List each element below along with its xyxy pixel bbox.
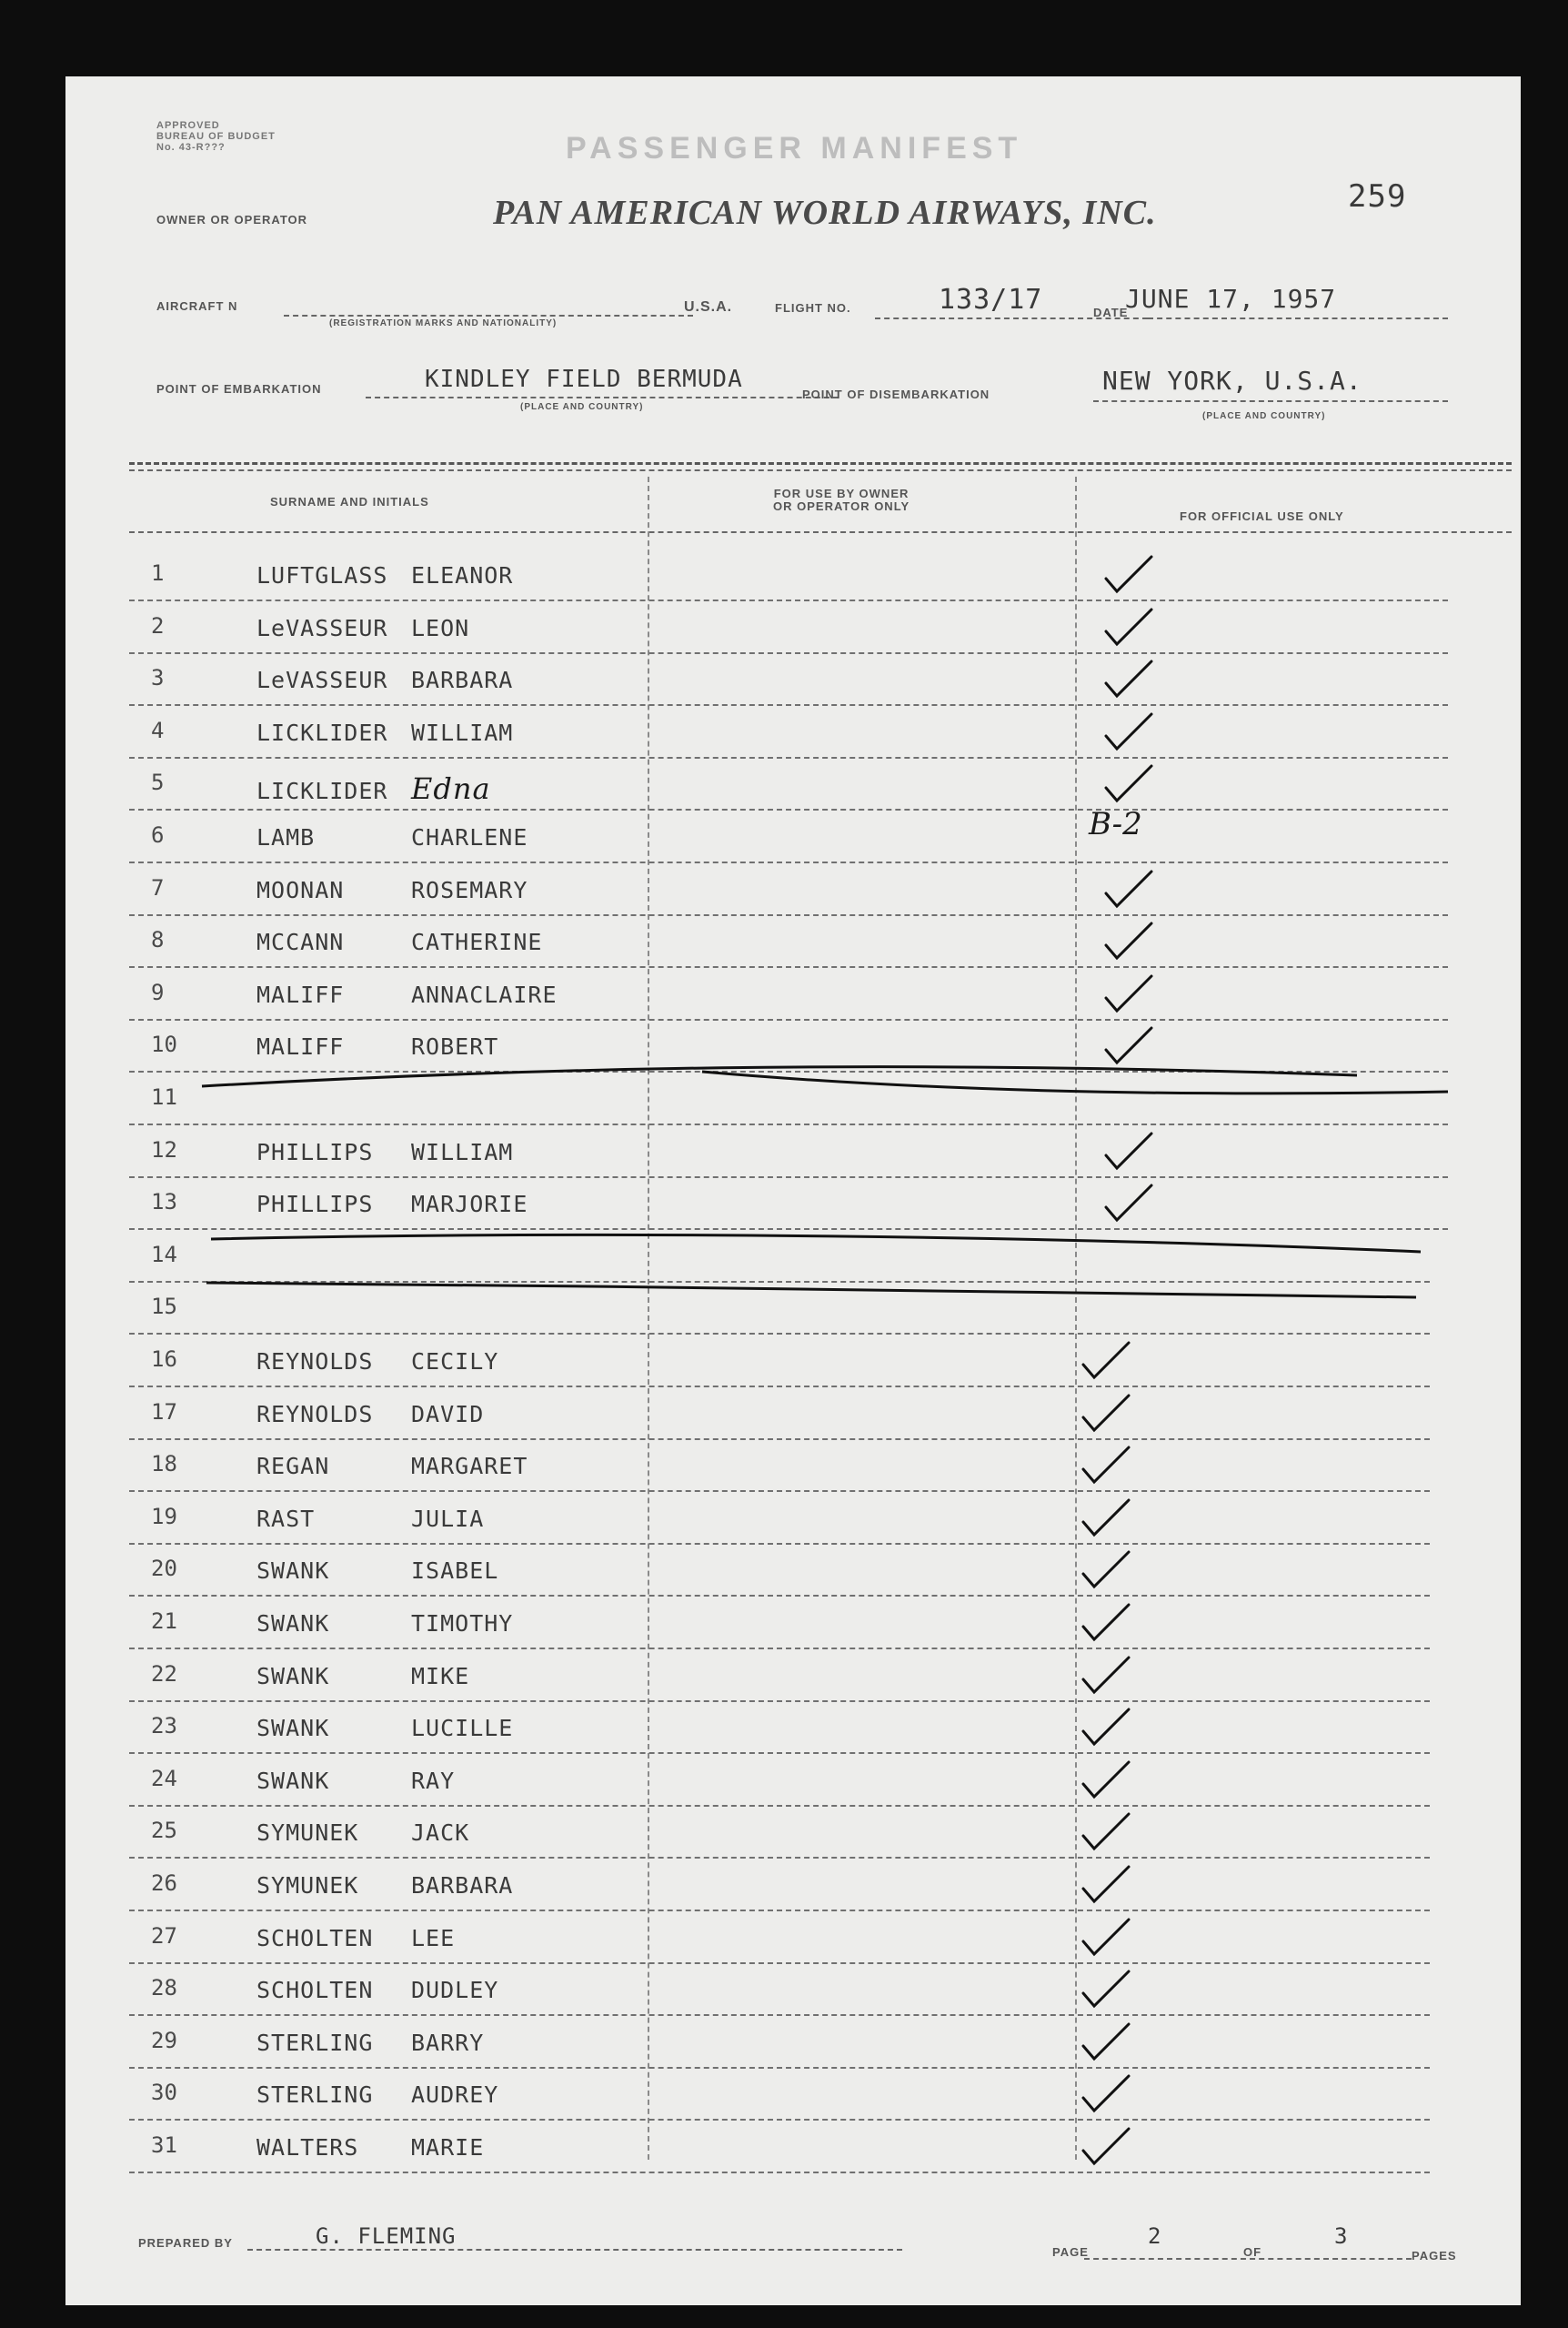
row-number: 12 <box>151 1136 177 1163</box>
passenger-given-name: JACK <box>411 1819 470 1847</box>
passenger-given-name: MARJORIE <box>411 1191 528 1218</box>
flight-label: FLIGHT NO. <box>775 301 851 315</box>
flight-number: 133/17 <box>939 284 1043 316</box>
approval-line-3: No. 43-R??? <box>156 142 226 153</box>
passenger-given-name: TIMOTHY <box>411 1610 514 1637</box>
passenger-given-name: JULIA <box>411 1505 485 1532</box>
owner-name: PAN AMERICAN WORLD AIRWAYS, INC. <box>493 194 1157 232</box>
passenger-surname: PHILLIPS <box>256 1191 374 1218</box>
row-number: 27 <box>151 1922 177 1949</box>
prepared-rule <box>247 2249 902 2251</box>
row-number: 11 <box>151 1084 177 1110</box>
strike-row-15 <box>206 1283 1416 1297</box>
passenger-given-name: LEE <box>411 1924 456 1951</box>
date-label: DATE <box>1093 306 1129 319</box>
passenger-surname: MCCANN <box>256 929 345 956</box>
embarkation-value: KINDLEY FIELD BERMUDA <box>425 366 743 393</box>
passenger-surname: LeVASSEUR <box>256 667 388 694</box>
row-number: 6 <box>151 822 165 848</box>
row-number: 9 <box>151 979 165 1005</box>
passenger-surname: SWANK <box>256 1557 330 1585</box>
row-number: 2 <box>151 612 165 639</box>
passenger-given-name: LEON <box>411 614 470 641</box>
registration-caption: (REGISTRATION MARKS AND NATIONALITY) <box>329 318 558 328</box>
row-number: 26 <box>151 1870 177 1896</box>
row-number: 16 <box>151 1346 177 1372</box>
aircraft-label: AIRCRAFT N <box>156 299 238 313</box>
owner-column-line-2: OR OPERATOR ONLY <box>773 499 910 513</box>
page-label: PAGE <box>1052 2245 1089 2259</box>
passenger-given-name: WILLIAM <box>411 1138 514 1165</box>
passenger-given-name: CHARLENE <box>411 824 528 851</box>
row-number: 7 <box>151 874 165 901</box>
row-number: 23 <box>151 1713 177 1739</box>
passenger-surname: REGAN <box>256 1453 330 1480</box>
row-number: 5 <box>151 770 165 796</box>
form-title: PASSENGER MANIFEST <box>566 131 1023 166</box>
passenger-surname: REYNOLDS <box>256 1400 374 1427</box>
passenger-given-name: CATHERINE <box>411 929 543 956</box>
column-header-official: FOR OFFICIAL USE ONLY <box>1180 509 1344 523</box>
passenger-given-name: MARIE <box>411 2134 485 2161</box>
passenger-surname: SWANK <box>256 1767 330 1794</box>
manifest-sheet <box>65 76 1521 2305</box>
row-number: 25 <box>151 1818 177 1844</box>
row-number: 14 <box>151 1241 177 1267</box>
row-number: 3 <box>151 665 165 691</box>
strike-lines <box>65 76 1521 2305</box>
passenger-surname: SYMUNEK <box>256 1819 359 1847</box>
page-number: 2 <box>1148 2223 1162 2249</box>
passenger-surname: STERLING <box>256 2081 374 2109</box>
passenger-surname: RAST <box>256 1505 316 1532</box>
strike-row-14 <box>211 1235 1421 1252</box>
passenger-surname: SWANK <box>256 1610 330 1637</box>
row-number: 31 <box>151 2132 177 2158</box>
disembarkation-label: POINT OF DISEMBARKATION <box>802 388 990 401</box>
passenger-given-name: BARBARA <box>411 1872 514 1899</box>
passenger-given-name: MIKE <box>411 1662 470 1689</box>
row-number: 24 <box>151 1765 177 1791</box>
pages-label: PAGES <box>1412 2249 1457 2262</box>
usa-label: U.S.A. <box>684 299 733 315</box>
passenger-given-name: DAVID <box>411 1400 485 1427</box>
passenger-given-name: DUDLEY <box>411 1977 499 2004</box>
disembarkation-caption: (PLACE AND COUNTRY) <box>1202 411 1326 421</box>
column-header-surname: SURNAME AND INITIALS <box>270 495 429 509</box>
passenger-surname: SCHOLTEN <box>256 1977 374 2004</box>
row-number: 19 <box>151 1503 177 1529</box>
passenger-surname: MALIFF <box>256 1033 345 1061</box>
prepared-by: G. FLEMING <box>316 2223 457 2249</box>
passenger-given-name-handwritten: Edna <box>411 771 491 807</box>
passenger-given-name: MARGARET <box>411 1453 528 1480</box>
passenger-given-name: ELEANOR <box>411 562 514 589</box>
passenger-surname: LICKLIDER <box>256 719 388 746</box>
passenger-given-name: BARBARA <box>411 667 514 694</box>
passenger-surname: SWANK <box>256 1715 330 1742</box>
row-number: 20 <box>151 1556 177 1582</box>
total-pages: 3 <box>1334 2223 1349 2249</box>
passenger-given-name: ROBERT <box>411 1033 499 1061</box>
official-mark: B-2 <box>1089 806 1142 842</box>
row-number: 15 <box>151 1294 177 1320</box>
of-label: OF <box>1243 2245 1262 2259</box>
passenger-surname: STERLING <box>256 2029 374 2056</box>
passenger-surname: SCHOLTEN <box>256 1924 374 1951</box>
page-stamp-number: 259 <box>1348 178 1407 215</box>
passenger-given-name: AUDREY <box>411 2081 499 2109</box>
passenger-surname: REYNOLDS <box>256 1348 374 1375</box>
passenger-surname: MOONAN <box>256 876 345 903</box>
embarkation-label: POINT OF EMBARKATION <box>156 382 322 396</box>
passenger-surname: MALIFF <box>256 981 345 1008</box>
passenger-given-name: WILLIAM <box>411 719 514 746</box>
passenger-surname: LeVASSEUR <box>256 614 388 641</box>
owner-label: OWNER OR OPERATOR <box>156 213 308 227</box>
prepared-label: PREPARED BY <box>138 2236 233 2250</box>
row-number: 29 <box>151 2027 177 2053</box>
row-number: 30 <box>151 2080 177 2106</box>
row-number: 28 <box>151 1975 177 2001</box>
row-number: 4 <box>151 717 165 743</box>
row-number: 8 <box>151 927 165 953</box>
row-number: 18 <box>151 1451 177 1477</box>
embarkation-caption: (PLACE AND COUNTRY) <box>520 402 644 412</box>
date-value: JUNE 17, 1957 <box>1125 284 1337 314</box>
approval-line-1: APPROVED <box>156 120 220 131</box>
approval-line-2: BUREAU OF BUDGET <box>156 131 276 142</box>
passenger-given-name: CECILY <box>411 1348 499 1375</box>
passenger-given-name: BARRY <box>411 2029 485 2056</box>
owner-column-line-1: FOR USE BY OWNER <box>773 487 910 500</box>
row-number: 1 <box>151 560 165 586</box>
row-number: 10 <box>151 1032 177 1058</box>
passenger-given-name: ROSEMARY <box>411 876 528 903</box>
passenger-given-name: RAY <box>411 1767 456 1794</box>
passenger-surname: SYMUNEK <box>256 1872 359 1899</box>
passenger-surname: WALTERS <box>256 2134 359 2161</box>
row-number: 13 <box>151 1189 177 1215</box>
passenger-surname: LAMB <box>256 824 316 851</box>
row-number: 21 <box>151 1608 177 1634</box>
disembarkation-value: NEW YORK, U.S.A. <box>1102 366 1362 396</box>
passenger-given-name: ISABEL <box>411 1557 499 1585</box>
row-number: 22 <box>151 1660 177 1687</box>
passenger-surname: LICKLIDER <box>256 778 388 805</box>
passenger-given-name: LUCILLE <box>411 1715 514 1742</box>
passenger-surname: LUFTGLASS <box>256 562 388 589</box>
passenger-surname: SWANK <box>256 1662 330 1689</box>
passenger-surname: PHILLIPS <box>256 1138 374 1165</box>
row-number: 17 <box>151 1398 177 1425</box>
page-rule <box>1084 2258 1412 2260</box>
passenger-given-name: ANNACLAIRE <box>411 981 558 1008</box>
